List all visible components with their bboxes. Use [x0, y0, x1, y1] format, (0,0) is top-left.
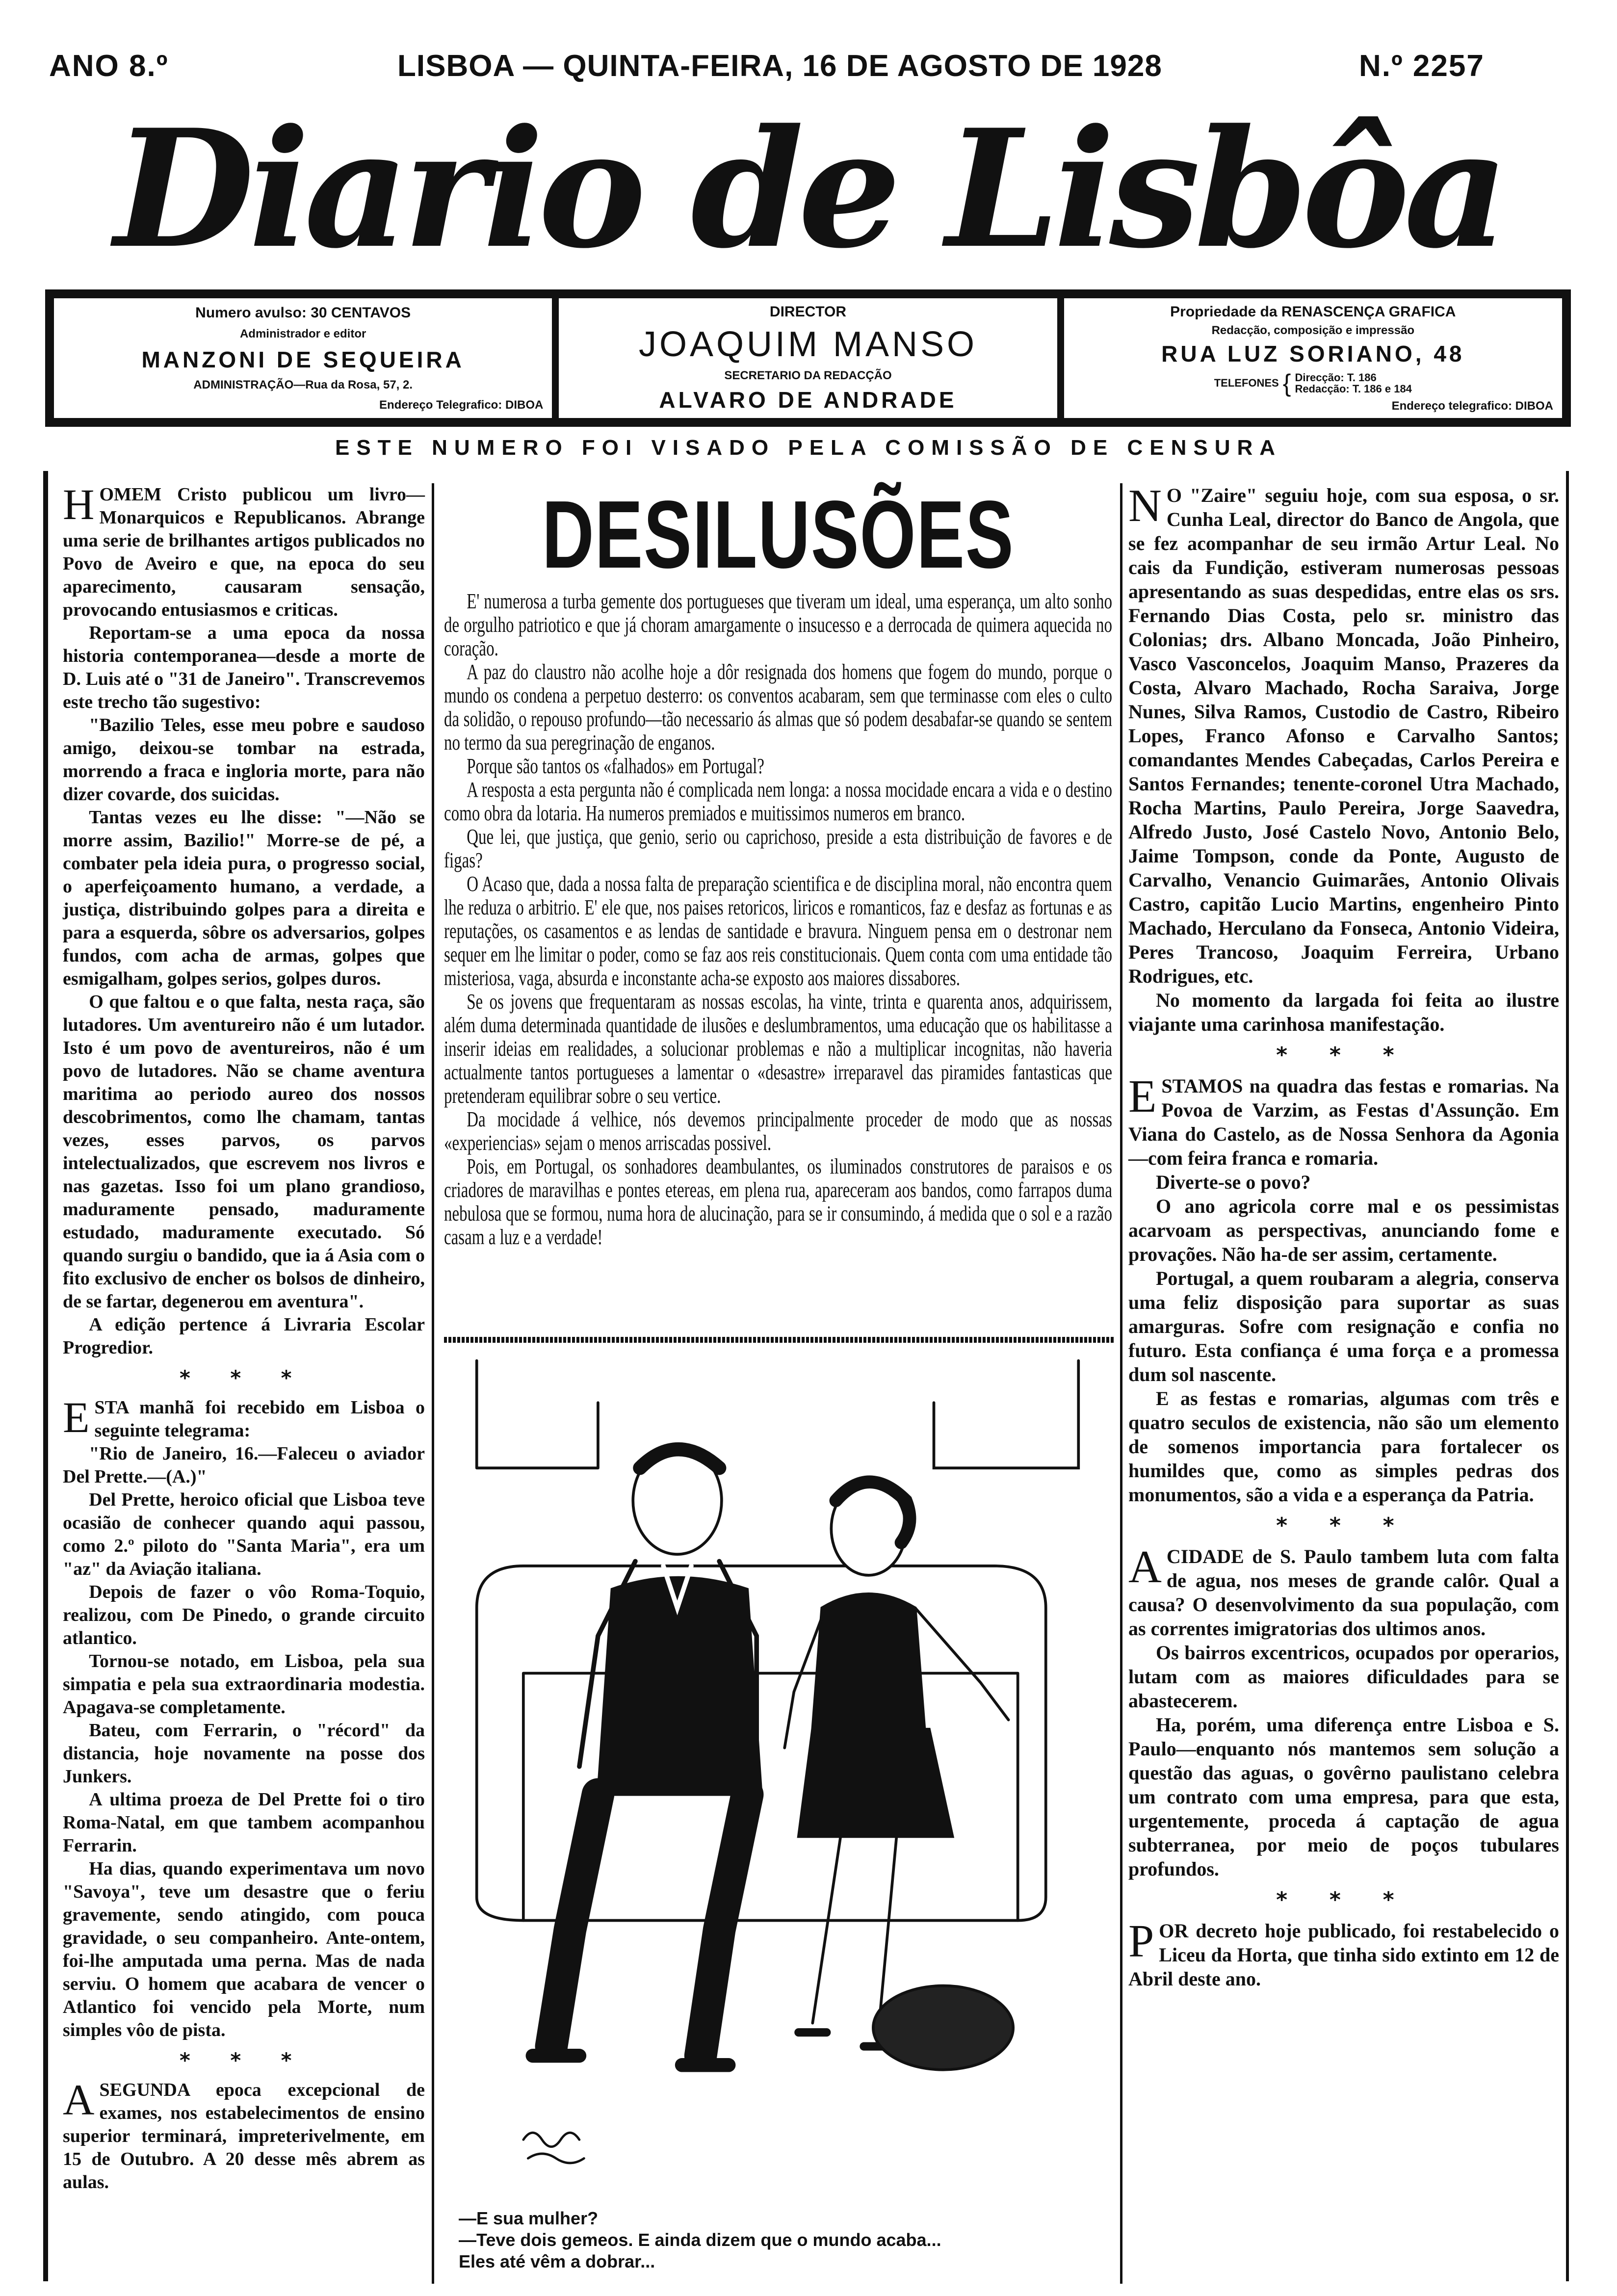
admin-address: ADMINISTRAÇÃO—Rua da Rosa, 57, 2.	[193, 378, 413, 392]
article-festas: ESTAMOS na quadra das festas e romarias. Na Povoa de Varzim, as Festas d'Assunção. Em Viana do Castelo, as de Nossa Senhora da Agonia—com feira franca e romaria.	[1128, 1071, 1559, 1169]
illustration-top-rule	[444, 1337, 1114, 1343]
caption-line: —E sua mulher?	[459, 2208, 599, 2228]
issue-number: N.º 2257	[1359, 49, 1485, 83]
cartoon-illustration	[442, 1347, 1114, 2200]
brace: {	[1282, 369, 1291, 397]
paragraph: "Rio de Janeiro, 16.—Faleceu o aviador Del Prette.—(A.)"	[63, 1443, 425, 1487]
article-zaire: N O "Zaire" seguiu hoje, com sua esposa, o sr. Cunha Leal, director do Banco de Angola, que se fez acompanhar de seu irmão Artur Leal. No cais da Fundição, estiveram numerosas pessoas apresentando as suas despedidas, entre elas os srs. Fernando Dias Costa, pelo sr. ministro das Colonias; drs. Albano Moncada, João Pinheiro, Vasco Vasconcelos, Joaquim Manso, Prazeres da Costa, Alvaro Machado, Rocha Saraiva, Jorge Nunes, Silva Ramos, Custodio de Castro, Ribeiro Lopes, Franco Afonso e Carvalho Santos; comandantes Mendes Cabeçadas, Carlos Pereira e Santos Fernandes; tenente-coronel Utra Machado, Rocha Martins, Paulo Pereira, Jorge Saavedra, Alfredo Justo, José Castelo Novo, Antonio Belo, Jaime Tompson, conde da Ponte, Augusto de Carvalho, Venancio Guimarães, Antonio Olivais Castro, capitão Lucio Martins, engenheiro Pinto Machado, Herculano da Fonseca, Antonio Videira, Peres Trancoso, Joaquim Ferreira, Urbano Rodrigues, etc.	[1128, 480, 1559, 987]
drop-cap: A	[63, 2076, 95, 2124]
sofa	[477, 1566, 1046, 1921]
paragraph: No momento da largada foi feita ao ilustre viajante uma carinhosa manifestação.	[1128, 989, 1559, 1035]
info-box	[45, 289, 1571, 427]
paragraph: Pois, em Portugal, os sonhadores deambulantes, os iluminados construtores de paraisos e os criadores de maravilhas e pontes etereas, em plena rua, apareceram aos bandos, como farrapos duma nebulosa que se formou, numa hora de alucinação, para se ir consumindo, á medida que o sol e a razão casam a luz e a verdade!	[444, 1154, 1112, 1249]
paragraph: O que faltou e o que falta, nesta raça, são lutadores. Um aventureiro não é um lutador. Isto é um povo de aventureiros, não é um povo de lutadores. Não se chame aventura maritima ao periodo aureo dos nossos descobrimentos, como lhe chamam, tantas vezes, esses parvos, os parvos intelectualizados, que escrevem nos livros e nas gazetas. Isso foi um plano grandioso, maduramente pensado, maduramente estudado, maduramente executado. Só quando surgiu o bandido, que ia á Asia com o fito exclusivo de encher os bolsos de dinheiro, de se fartar, degenerou em aventura".	[63, 991, 425, 1312]
paragraph: A edição pertence á Livraria Escolar Progredior.	[63, 1314, 425, 1358]
year-label: ANO 8.º	[49, 49, 169, 83]
secretary-label: SECRETARIO DA REDACÇÃO	[724, 368, 892, 382]
section-separator: * * *	[1276, 1887, 1411, 1912]
column-rule	[432, 483, 434, 2284]
right-column	[1128, 480, 1559, 1991]
secretary-name: ALVARO DE ANDRADE	[659, 387, 957, 413]
paragraph: O Acaso que, dada a nossa falta de preparação scientifica e de disciplina moral, não encontra quem lhe reduza o arbitrio. E' ele que, nos paises retoricos, liricos e romanticos, faz e desfaz as fortunas e as reputações, os casamentos e as lendas de santidade e bravura. Ninguem pensa em o destronar nem sequer em lhe limitar o poder, como se faz aos reis constitucionais. Quem conta com uma entidade tão misteriosa, vaga, absurda e inconstante acha-se exposto aos maiores dissabores.	[444, 872, 1112, 990]
paragraph: Reportam-se a uma epoca da nossa historia contemporanea—desde a morte de D. Luis até o "31 de Janeiro". Transcrevemos este trecho tão sugestivo:	[63, 623, 425, 712]
artist-signature	[523, 2133, 584, 2163]
paragraph: O ano agricola corre mal e os pessimistas acarvoam as perspectivas, anunciando fome e provações. Não ha-de ser assim, certamente.	[1128, 1195, 1559, 1265]
paragraph: Portugal, a quem roubaram a alegria, conserva uma feliz disposição para suportar as suas amarguras. Sofre com resignação e confia no futuro. Esta confiança é uma força e a promessa dum sol nascente.	[1128, 1267, 1559, 1385]
article-homem-cristo: HOMEM Cristo publicou um livro—Monarquicos e Republicanos. Abrange uma serie de brilhantes artigos publicados no Povo de Aveiro e que, na epoca do seu aparecimento, causaram sensação, provocando entusiasmos e criticas.	[63, 480, 425, 620]
middle-column	[444, 481, 1112, 1249]
phones-label: TELEFONES	[1214, 377, 1279, 390]
section-separator: * * *	[180, 1366, 308, 1390]
paragraph: E' numerosa a turba gemente dos portugueses que tiveram um ideal, uma esperança, um alto sonho de orgulho patriotico e que já choram amargamente o insucesso e a derrocada de quimera aquecida no coração.	[444, 589, 1112, 660]
director-name: JOAQUIM MANSO	[638, 325, 978, 365]
article-del-prette: ESTA manhã foi recebido em Lisboa o seguinte telegrama:	[63, 1393, 425, 1442]
paragraph: Porque são tantos os «falhados» em Portugal?	[467, 754, 764, 778]
info-box-property	[1064, 298, 1562, 418]
masthead-logo: Diario de Lisbôa	[114, 94, 1503, 284]
middle-column-body	[444, 481, 1112, 1249]
street-address: RUA LUZ SORIANO, 48	[1161, 341, 1465, 367]
paragraph: Diverte-se o povo?	[1156, 1171, 1311, 1193]
paragraph: Tornou-se notado, em Lisboa, pela sua simpatia e pela sua extraordinaria modestia. Apagava-se completamente.	[63, 1651, 425, 1718]
drop-cap: E	[1128, 1071, 1157, 1122]
drop-cap: H	[63, 480, 95, 529]
man-figure	[533, 1447, 761, 2065]
paragraph: Ha dias, quando experimentava um novo "Savoya", teve um desastre que o feriu gravemente, sendo atingido, com pouca gravidade, o seu companheiro. Ante-ontem, foi-lhe amputada uma perna. Mas de nada serviu. O homem que acabara de vencer o Atlantico foi vencido pela Morte, num simples vôo de pista.	[63, 1858, 425, 2040]
admin-telegraph: Endereço Telegrafico: DIBOA	[379, 398, 544, 412]
phone-newsroom: Redacção: T. 186 e 184	[1295, 382, 1412, 395]
drop-cap: E	[63, 1393, 90, 1442]
section-separator: * * *	[180, 2048, 308, 2072]
censor-notice: ESTE NUMERO FOI VISADO PELA COMISSÃO DE CENSURA	[335, 436, 1282, 460]
admin-name: MANZONI DE SEQUEIRA	[141, 347, 465, 372]
drop-cap: N	[1128, 480, 1162, 531]
works-label: Redacção, composição e impressão	[1211, 323, 1415, 337]
paragraph: Bateu, com Ferrarin, o "récord" da distancia, hoje novamente na posse dos Junkers.	[63, 1720, 425, 1787]
paragraph: Os bairros excentricos, ocupados por operarios, lutam com as maiores dificuldades para se abastecerem.	[1128, 1642, 1559, 1712]
caption-line: —Teve dois gemeos. E ainda dizem que o mundo acaba...	[459, 2230, 941, 2250]
property-telegraph: Endereço telegrafico: DIBOA	[1391, 399, 1553, 413]
dateline: LISBOA — QUINTA-FEIRA, 16 DE AGOSTO DE 1928	[397, 49, 1162, 83]
paragraph: A resposta a esta pergunta não é complicada nem longa: a nossa mocidade encara a vida e o destino como obra da lotaria. Ha numeros premiados e muitissimos numeros em branco.	[444, 778, 1112, 825]
paragraph: Se os jovens que frequentaram as nossas escolas, ha vinte, trinta e quarenta anos, adquirissem, além duma determinada quantidade de ilusões e deslumbramentos, uma educação que os habilitasse a inserir ideias em realidades, a solucionar problemas e não a multiplicar incognitas, não haveria actualmente tantos portugueses a lamentar o «desastre» irreparavel das piramides fantasticas que pretenderam equilibrar sobre o seu vertice.	[444, 990, 1112, 1108]
cartoon-caption	[459, 2208, 1111, 2272]
caption-line: Eles até vêm a dobrar...	[459, 2251, 655, 2271]
paragraph: Ha, porém, uma diferença entre Lisboa e S. Paulo—enquanto nós mantemos sem solução a questão das aguas, o govêrno paulistano celebra um contrato com uma empresa, para que esta, urgentemente, proceda á captação de agua subterranea, por meio de poços tubulares profundos.	[1128, 1714, 1559, 1880]
director-label: DIRECTOR	[769, 304, 847, 320]
phones	[1214, 371, 1412, 395]
info-box-direction	[559, 298, 1057, 418]
drop-cap: A	[1128, 1541, 1162, 1592]
page-left-rule	[43, 471, 48, 2281]
paragraph: E as festas e romarias, algumas com três e quatro seculos de existencia, não são um elemento de somenos importancia para fortalecer os humildes que, como as simples pedras dos monumentos, são a vida e a esperança da Patria.	[1128, 1387, 1559, 1506]
article-title: DESILUSÕES	[542, 481, 1015, 588]
paragraph: Da mocidade á velhice, nós devemos principalmente proceder de modo que as nossas «experiencias» sejam o menos arriscadas possivel.	[444, 1107, 1112, 1155]
price-label: Numero avulso: 30 CENTAVOS	[195, 304, 411, 321]
article-exames: A SEGUNDA epoca excepcional de exames, nos estabelecimentos de ensino superior terminará, impreterivelmente, em 15 de Outubro. A 20 desse mês abrem as aulas.	[63, 2076, 425, 2192]
room-wall-lines	[477, 1361, 1079, 1468]
section-separator: * * *	[1276, 1513, 1411, 1538]
phone-direction: Direcção: T. 186	[1295, 371, 1377, 384]
info-box-administration	[54, 298, 552, 418]
drop-cap: P	[1128, 1916, 1154, 1967]
paragraph: Depois de fazer o vôo Roma-Toquio, realizou, com De Pinedo, o grande circuito atlantico.	[63, 1582, 425, 1648]
paragraph: Del Prette, heroico oficial que Lisboa teve ocasião de conhecer quando aqui passou, como 2.º piloto do "Santa Maria", era um "az" da Aviação italiana.	[63, 1489, 425, 1579]
page-right-rule	[1566, 471, 1569, 2281]
paragraph: A paz do claustro não acolhe hoje a dôr resignada dos homens que fogem do mundo, porque o mundo os condena a perpetuo desterro: os conventos acabaram, sem que terminasse com eles o culto da solidão, o repouso profundo—tão necessario ás almas que só podem desabafar-se quando se sentem no termo da sua peregrinação de enganos.	[444, 660, 1112, 755]
article-sao-paulo: A CIDADE de S. Paulo tambem luta com falta de agua, nos meses de grande calôr. Qual a causa? O desenvolvimento da sua população, com as correntes imigratorias dos ultimos anos.	[1128, 1541, 1559, 1640]
admin-label: Administrador e editor	[239, 327, 366, 340]
paragraph: Que lei, que justiça, que genio, serio ou caprichoso, preside a esta distribuição de favores e de figas?	[444, 825, 1112, 872]
paragraph: "Bazilio Teles, esse meu pobre e saudoso amigo, deixou-se tombar na estrada, morrendo a fraca e ingloria morte, para não dizer covarde, dos suicidas.	[63, 715, 425, 805]
left-column	[63, 480, 425, 2194]
floor-cushion	[873, 1986, 1013, 2070]
paragraph: A ultima proeza de Del Prette foi o tiro Roma-Natal, em que tambem acompanhou Ferrarin.	[63, 1789, 425, 1856]
article-liceu-horta: POR decreto hoje publicado, foi restabelecido o Liceu da Horta, que tinha sido extinto em 12 de Abril deste ano.	[1128, 1916, 1559, 1990]
column-rule	[1120, 483, 1122, 2284]
owner-label: Propriedade da RENASCENÇA GRAFICA	[1170, 303, 1456, 320]
paragraph: Tantas vezes eu lhe disse: "—Não se morre assim, Bazilio!" Morre-se de pé, a combater pela ideia pura, o progresso social, o aperfeiçoamento humano, a verdade, a justiça, distribuindo golpes para a direita e para a esquerda, sôbre os adversarios, golpes fundos, com acha de armas, golpes que esmigalham, golpes serios, golpes duros.	[63, 807, 425, 989]
section-separator: * * *	[1276, 1043, 1411, 1068]
